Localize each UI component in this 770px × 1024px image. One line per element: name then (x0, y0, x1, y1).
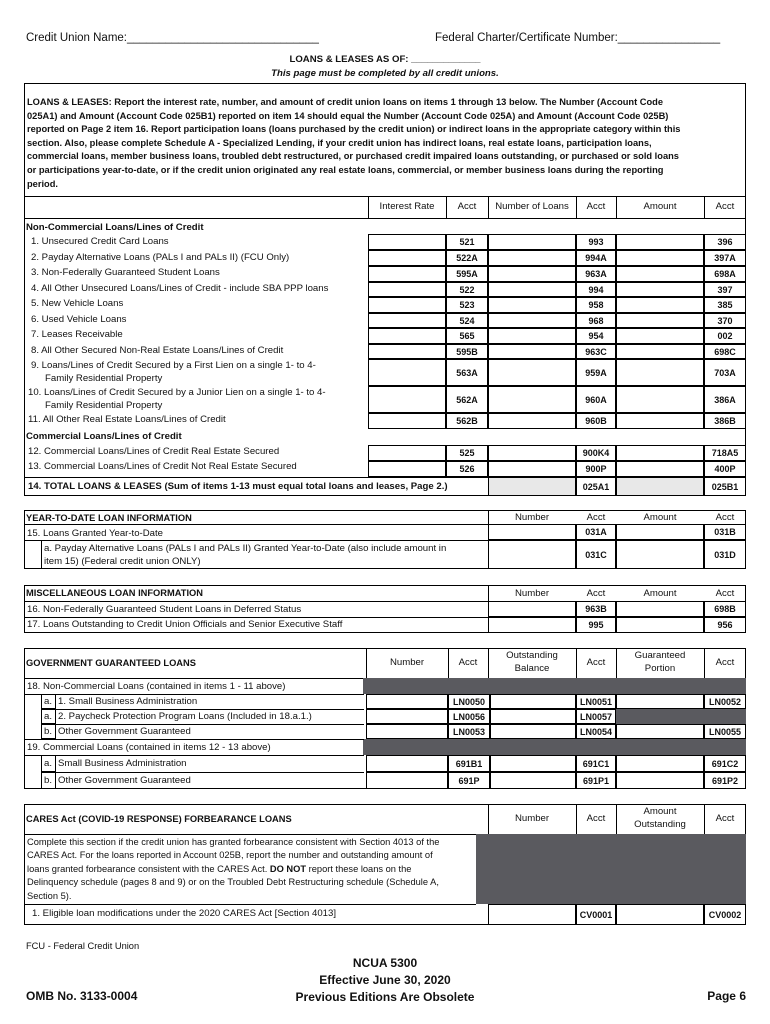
section-noncommercial: Non-Commercial Loans/Lines of Credit (26, 222, 204, 233)
divider (56, 772, 364, 773)
balance-input[interactable] (490, 755, 576, 772)
acct-code: 960A (576, 386, 616, 413)
row-15-label: 15. Loans Granted Year-to-Date (27, 528, 164, 539)
acct-code: 698C (704, 344, 746, 359)
intro-line: period. (27, 178, 58, 189)
row-15a-label: a. Payday Alternative Loans (PALs I and PALs II) Granted Year-to-Date (also include amount in (44, 543, 447, 554)
number-input[interactable] (366, 755, 448, 772)
misc-title: MISCELLANEOUS LOAN INFORMATION (26, 588, 203, 598)
row-18-label: 18. Non-Commercial Loans (contained in items 1 - 11 above) (27, 681, 286, 692)
amount-input[interactable] (616, 386, 704, 413)
divider (24, 196, 746, 197)
desc-line (27, 863, 475, 876)
acct-code: 563A (446, 359, 488, 386)
col-amount: Amount (643, 806, 677, 817)
amount-input[interactable] (616, 524, 704, 540)
interest-rate-input[interactable] (368, 250, 446, 266)
acct-code: 691P2 (704, 772, 746, 789)
must-complete-note: This page must be completed by all credit unions. (271, 68, 499, 79)
col-acct: Acct (586, 657, 606, 668)
divider (56, 709, 364, 710)
col-outstanding: Outstanding (634, 819, 686, 830)
balance-input[interactable] (490, 709, 576, 724)
acct-code: 698A (704, 266, 746, 282)
acct-code: 562A (446, 386, 488, 413)
amount-input[interactable] (616, 904, 704, 925)
col-acct: Acct (715, 657, 735, 668)
amount-input[interactable] (616, 445, 704, 461)
divider (24, 694, 364, 695)
loans-as-of-field[interactable]: LOANS & LEASES AS OF: _____________ (289, 54, 481, 65)
acct-code: 400P (704, 461, 746, 477)
number-input[interactable] (366, 694, 448, 709)
acct-code: 370 (704, 313, 746, 328)
shaded-area (616, 709, 746, 724)
acct-code: 994A (576, 250, 616, 266)
row-17-label: 17. Loans Outstanding to Credit Union Officials and Senior Executive Staff (27, 619, 343, 630)
col-acct: Acct (586, 512, 606, 523)
number-of-loans-input[interactable] (488, 282, 576, 297)
acct-code: 526 (446, 461, 488, 477)
acct-code: 963C (576, 344, 616, 359)
interest-rate-input[interactable] (368, 266, 446, 282)
interest-rate-input[interactable] (368, 445, 446, 461)
row-label: 4. All Other Unsecured Loans/Lines of Credit - include SBA PPP loans (31, 283, 329, 294)
row-label: 10. Loans/Lines of Credit Secured by a Junior Lien on a single 1- to 4- (28, 387, 326, 398)
balance-input[interactable] (490, 772, 576, 789)
col-amount: Amount (643, 201, 677, 212)
number-of-loans-input[interactable] (488, 250, 576, 266)
number-of-loans-input[interactable] (488, 266, 576, 282)
divider (41, 540, 42, 569)
acct-code: 031D (704, 540, 746, 569)
acct-code: CV0002 (704, 904, 746, 925)
guaranteed-input[interactable] (616, 724, 704, 739)
acct-code: 691P1 (576, 772, 616, 789)
col-acct: Acct (586, 201, 606, 212)
amount-input[interactable] (616, 344, 704, 359)
acct-code: 595A (446, 266, 488, 282)
acct-code: LN0056 (448, 709, 490, 724)
guaranteed-input[interactable] (616, 694, 704, 709)
row-letter: a. (44, 696, 53, 707)
row-18b-label: Other Government Guaranteed (58, 726, 191, 737)
effective-date: Effective June 30, 2020 (319, 973, 451, 987)
acct-code: 386B (704, 413, 746, 429)
acct-code: 031C (576, 540, 616, 569)
divider (24, 739, 364, 740)
number-of-loans-input[interactable] (488, 413, 576, 429)
row-label: 11. All Other Real Estate Loans/Lines of Credit (28, 414, 226, 425)
cares-description (27, 836, 475, 903)
obsolete-note: Previous Editions Are Obsolete (295, 990, 475, 1004)
divider (24, 524, 488, 525)
acct-code: 522A (446, 250, 488, 266)
total-number-field (488, 477, 576, 496)
acct-code: 963A (576, 266, 616, 282)
row-18a1-label: 1. Small Business Administration (58, 696, 198, 707)
col-number: Number (514, 813, 550, 824)
acct-code: 963B (576, 601, 616, 617)
amount-input[interactable] (616, 617, 704, 633)
desc-line: Complete this section if the credit union has granted forbearance consistent with Section 4013 of the (27, 837, 440, 847)
col-amount: Amount (643, 588, 677, 599)
row-label: 13. Commercial Loans/Lines of Credit Not Real Estate Secured (28, 461, 297, 472)
amount-input[interactable] (616, 328, 704, 344)
total-amount-field (616, 477, 704, 496)
acct-code: LN0057 (576, 709, 616, 724)
acct-code: 524 (446, 313, 488, 328)
interest-rate-input[interactable] (368, 344, 446, 359)
charter-number-field[interactable]: Federal Charter/Certificate Number:________________ (435, 32, 721, 44)
acct-code: LN0055 (704, 724, 746, 739)
amount-input[interactable] (616, 540, 704, 569)
acct-code: 002 (704, 328, 746, 344)
amount-input[interactable] (616, 359, 704, 386)
acct-code: 959A (576, 359, 616, 386)
col-number-of-loans: Number of Loans (495, 201, 569, 212)
guaranteed-input[interactable] (616, 772, 704, 789)
col-acct: Acct (715, 588, 735, 599)
row-label: Family Residential Property (45, 400, 163, 411)
number-input[interactable] (488, 540, 576, 569)
row-label: 9. Loans/Lines of Credit Secured by a First Lien on a single 1- to 4- (31, 360, 316, 371)
number-input[interactable] (488, 601, 576, 617)
interest-rate-input[interactable] (368, 282, 446, 297)
acct-code: 397A (704, 250, 746, 266)
number-of-loans-input[interactable] (488, 297, 576, 313)
number-of-loans-input[interactable] (488, 344, 576, 359)
acct-code: 386A (704, 386, 746, 413)
row-16-label: 16. Non-Federally Guaranteed Student Loans in Deferred Status (27, 604, 302, 615)
shaded-area (363, 678, 746, 694)
acct-code: 993 (576, 234, 616, 250)
desc-text: report these loans on the (306, 863, 412, 874)
row-label: Family Residential Property (45, 373, 163, 384)
col-acct: Acct (586, 588, 606, 599)
number-input[interactable] (366, 772, 448, 789)
row-label: 2. Payday Alternative Loans (PALs I and PALs II) (FCU Only) (31, 252, 290, 263)
interest-rate-input[interactable] (368, 313, 446, 328)
desc-line: Section 5). (27, 890, 72, 901)
page-number: Page 6 (707, 989, 746, 1003)
acct-code: 565 (446, 328, 488, 344)
interest-rate-input[interactable] (368, 461, 446, 477)
col-amount: Amount (643, 512, 677, 523)
balance-input[interactable] (490, 694, 576, 709)
acct-code: 521 (446, 234, 488, 250)
acct-code: 562B (446, 413, 488, 429)
interest-rate-input[interactable] (368, 386, 446, 413)
acct-code: LN0053 (448, 724, 490, 739)
amount-input[interactable] (616, 413, 704, 429)
acct-code: 900P (576, 461, 616, 477)
row-label: 5. New Vehicle Loans (31, 298, 124, 309)
row-label: 3. Non-Federally Guaranteed Student Loans (31, 267, 220, 278)
number-of-loans-input[interactable] (488, 386, 576, 413)
omb-number: OMB No. 3133-0004 (26, 989, 138, 1003)
acct-code: LN0051 (576, 694, 616, 709)
gov-title: GOVERNMENT GUARANTEED LOANS (26, 658, 196, 668)
number-of-loans-input[interactable] (488, 461, 576, 477)
acct-code: 397 (704, 282, 746, 297)
col-acct: Acct (715, 813, 735, 824)
divider (24, 540, 488, 541)
acct-code: 691C1 (576, 755, 616, 772)
number-input[interactable] (488, 617, 576, 633)
row-letter: b. (44, 726, 53, 737)
desc-line: Delinquency schedule (pages 8 and 9) or on the Troubled Debt Restructuring schedule (Schedule A, (27, 877, 439, 888)
acct-code: 956 (704, 617, 746, 633)
fcu-note: FCU - Federal Credit Union (26, 941, 140, 951)
interest-rate-input[interactable] (368, 234, 446, 250)
row-label: 6. Used Vehicle Loans (31, 314, 127, 325)
acct-code: 698B (704, 601, 746, 617)
row-label: 1. Unsecured Credit Card Loans (31, 236, 169, 247)
number-input[interactable] (366, 724, 448, 739)
form-number: NCUA 5300 (352, 956, 418, 970)
acct-code: LN0054 (576, 724, 616, 739)
total-loans-label: 14. TOTAL LOANS & LEASES (Sum of items 1-13 must equal total loans and leases, Page 2.) (28, 481, 448, 492)
acct-code: 025B1 (704, 477, 746, 496)
row-19a-label: Small Business Administration (58, 758, 187, 769)
number-input[interactable] (488, 524, 576, 540)
intro-line: commercial loans, member business loans, troubled debt restructured, or purchased credit impaired loans outstanding, or purchased or sold loans (27, 151, 679, 162)
row-letter: b. (44, 775, 53, 786)
acct-code: 994 (576, 282, 616, 297)
cares-title: CARES Act (COVID-19 RESPONSE) FORBEARANCE LOANS (26, 814, 292, 824)
acct-code: 525 (446, 445, 488, 461)
acct-code: 025A1 (576, 477, 616, 496)
row-19b-label: Other Government Guaranteed (58, 775, 191, 786)
acct-code: 522 (446, 282, 488, 297)
acct-code: 691P (448, 772, 490, 789)
col-acct: Acct (458, 657, 478, 668)
amount-input[interactable] (616, 297, 704, 313)
row-label: 7. Leases Receivable (31, 329, 123, 340)
cares-row-1-label: 1. Eligible loan modifications under the 2020 CARES Act [Section 4013] (32, 908, 336, 919)
col-portion: Portion (644, 663, 676, 674)
divider (56, 724, 364, 725)
interest-rate-input[interactable] (368, 413, 446, 429)
acct-code: 954 (576, 328, 616, 344)
interest-rate-input[interactable] (368, 359, 446, 386)
amount-input[interactable] (616, 461, 704, 477)
balance-input[interactable] (490, 724, 576, 739)
desc-line: CARES Act. For the loans reported in Account 025B, report the number and outstanding amount of (27, 850, 433, 861)
number-of-loans-input[interactable] (488, 313, 576, 328)
col-number: Number (389, 657, 425, 668)
interest-rate-input[interactable] (368, 328, 446, 344)
acct-code: 995 (576, 617, 616, 633)
guaranteed-input[interactable] (616, 755, 704, 772)
row-19-label: 19. Commercial Loans (contained in items 12 - 13 above) (27, 742, 271, 753)
col-acct: Acct (457, 201, 477, 212)
acct-code: 718A5 (704, 445, 746, 461)
row-label: 8. All Other Secured Non-Real Estate Loans/Lines of Credit (31, 345, 284, 356)
row-18a2-label: 2. Paycheck Protection Program Loans (Included in 18.a.1.) (58, 711, 312, 722)
intro-line: 025A1) and Amount (Account Code 025B1) reported on item 14 should equal the Number (Account Code 025A) and Amount (Account Code 025B) (27, 110, 669, 121)
acct-code: 958 (576, 297, 616, 313)
shaded-area (476, 834, 746, 904)
divider (24, 755, 364, 756)
col-acct: Acct (715, 201, 735, 212)
credit-union-name-field[interactable]: Credit Union Name:______________________________ (26, 32, 319, 44)
number-input[interactable] (488, 904, 576, 925)
acct-code: CV0001 (576, 904, 616, 925)
number-of-loans-input[interactable] (488, 234, 576, 250)
intro-line: or participations year-to-date, or if the credit union originated any real estate loans, commercial, or member business loans during the reporting (27, 164, 664, 175)
row-letter: a. (44, 711, 53, 722)
col-outstanding: Outstanding (506, 650, 558, 661)
col-balance: Balance (514, 663, 550, 674)
amount-input[interactable] (616, 250, 704, 266)
acct-code: 960B (576, 413, 616, 429)
acct-code: 031A (576, 524, 616, 540)
divider (24, 617, 488, 618)
intro-line: section. Also, please complete Schedule A - Specialized Lending, if your credit union has indirect loans, real estate loans, participation loans, (27, 137, 652, 148)
divider (24, 601, 488, 602)
acct-code: 523 (446, 297, 488, 313)
intro-line: LOANS & LEASES: Report the interest rate, number, and amount of credit union loans on items 1 through 13 below. The Number (Account Code (27, 97, 664, 107)
row-letter: a. (44, 758, 53, 769)
number-of-loans-input[interactable] (488, 445, 576, 461)
acct-code: 691C2 (704, 755, 746, 772)
amount-input[interactable] (616, 266, 704, 282)
number-of-loans-input[interactable] (488, 359, 576, 386)
row-label: 12. Commercial Loans/Lines of Credit Real Estate Secured (28, 446, 280, 457)
acct-code: 595B (446, 344, 488, 359)
shaded-area (363, 739, 746, 755)
amount-input[interactable] (616, 313, 704, 328)
col-acct: Acct (586, 813, 606, 824)
amount-input[interactable] (616, 601, 704, 617)
intro-line: reported on Page 2 item 16. Report participation loans (loans purchased by the credit union) or indirect loans in the appropriate category within this (27, 124, 681, 135)
col-interest-rate: Interest Rate (379, 201, 435, 212)
amount-input[interactable] (616, 234, 704, 250)
acct-code: 900K4 (576, 445, 616, 461)
acct-code: 396 (704, 234, 746, 250)
number-of-loans-input[interactable] (488, 328, 576, 344)
desc-bold: DO NOT (269, 863, 307, 874)
col-number: Number (514, 512, 550, 523)
acct-code: 031B (704, 524, 746, 540)
col-guaranteed: Guaranteed (634, 650, 686, 661)
interest-rate-input[interactable] (368, 297, 446, 313)
acct-code: LN0050 (448, 694, 490, 709)
divider (24, 218, 746, 219)
desc-text: loans granted forbearance consistent with the CARES Act. (27, 863, 270, 874)
acct-code: 703A (704, 359, 746, 386)
col-number: Number (514, 588, 550, 599)
intro-paragraph (27, 96, 743, 191)
number-input[interactable] (366, 709, 448, 724)
amount-input[interactable] (616, 282, 704, 297)
acct-code: LN0052 (704, 694, 746, 709)
acct-code: 968 (576, 313, 616, 328)
row-15a-label: item 15) (Federal credit union ONLY) (44, 556, 201, 567)
col-acct: Acct (715, 512, 735, 523)
acct-code: 385 (704, 297, 746, 313)
section-commercial: Commercial Loans/Lines of Credit (26, 431, 182, 442)
acct-code: 691B1 (448, 755, 490, 772)
ytd-title: YEAR-TO-DATE LOAN INFORMATION (26, 513, 192, 523)
divider (24, 904, 476, 905)
